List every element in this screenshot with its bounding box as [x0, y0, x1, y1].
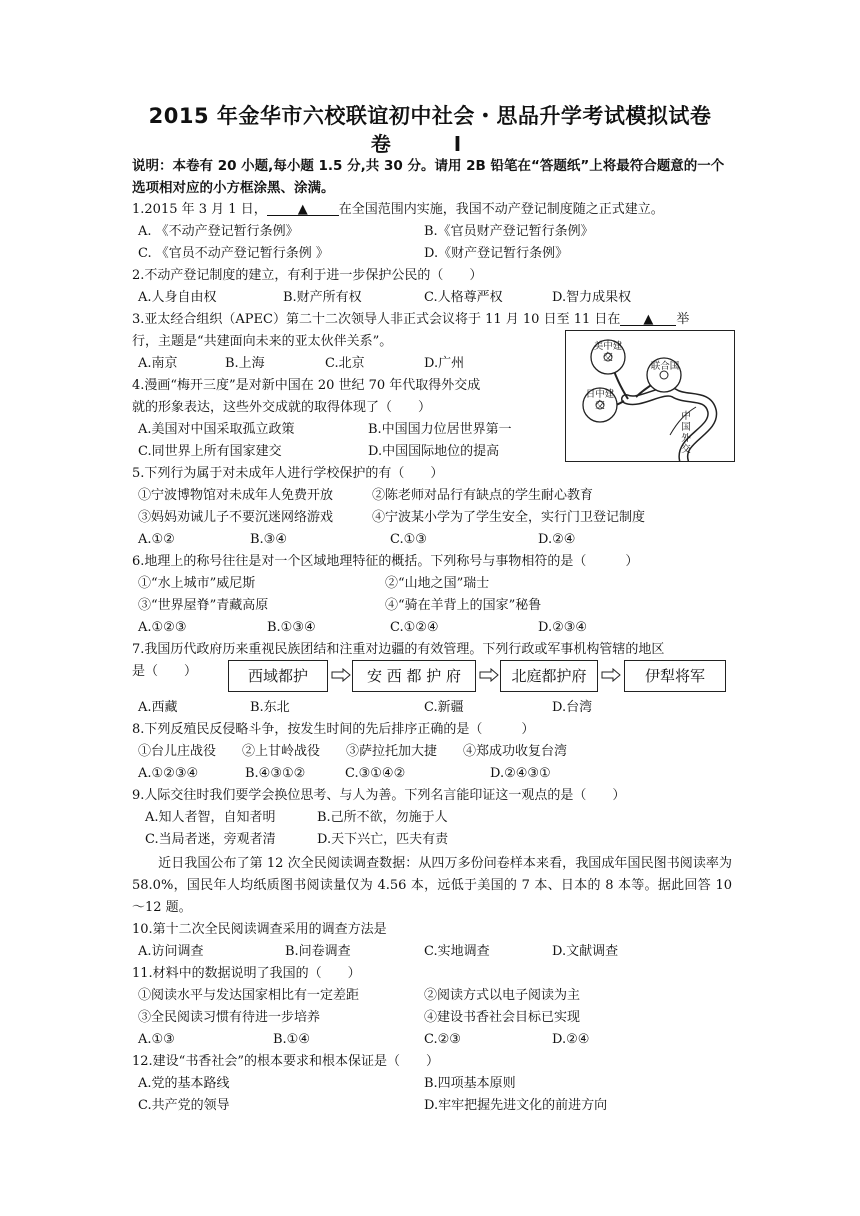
q11-option-b: B.①④	[273, 1032, 310, 1047]
q12-option-d: D.牢牢把握先进文化的前进方向	[424, 1098, 608, 1113]
q11-option-c: C.②③	[424, 1032, 461, 1047]
q6-option-b: B.①③④	[267, 620, 316, 635]
reading-material: 近日我国公布了第 12 次全民阅读调查数据：从四万多份问卷样本来看，我国成年国民图书阅读率为 58.0%，国民年人均纸质图书阅读量仅为 4.56 本，远低于美国的 7 本、日本的 8 本等。据此回答 10～12 题。	[132, 856, 732, 915]
q7-option-a: A.西藏	[138, 700, 178, 715]
q1-stem-post: 在全国范围内实施，我国不动产登记制度随之正式建立。	[338, 202, 664, 217]
q5-item-3: ③妈妈劝诫儿子不要沉迷网络游戏	[138, 510, 334, 525]
q6-item-4: ④“骑在羊背上的国家”秘鲁	[385, 598, 542, 613]
q3-stem-pre: 3.亚太经合组织（APEC）第二十二次领导人非正式会议将于 11 月 10 日至 11 日在	[132, 312, 621, 327]
q7-option-c: C.新疆	[424, 700, 464, 715]
q8-option-a: A.①②③④	[138, 766, 199, 781]
q2-option-d: D.智力成果权	[552, 290, 632, 305]
question-9: 9.人际交往时我们要学会换位思考、与人为善。下列名言能印证这一观点的是（ ）	[132, 788, 626, 803]
q12-option-a: A.党的基本路线	[138, 1076, 230, 1091]
q10-option-d: D.文献调查	[552, 944, 619, 959]
q6-item-1: ①“水上城市”威尼斯	[138, 576, 256, 591]
q7-stem-line2: 是（ ）	[132, 664, 198, 679]
q11-option-a: A.①③	[138, 1032, 175, 1047]
q6-item-3: ③“世界屋脊”青藏高原	[138, 598, 269, 613]
question-3	[132, 309, 752, 331]
question-8: 8.下列反殖民反侵略斗争，按发生时间的先后排序正确的是（ ）	[132, 722, 535, 737]
q9-option-c: C.当局者迷，旁观者清	[145, 832, 276, 847]
q3-stem-post: 举	[676, 312, 690, 327]
q6-option-c: C.①②④	[390, 620, 439, 635]
q9-option-a: A.知人者智，自知者明	[145, 810, 276, 825]
q3-option-a: A.南京	[138, 356, 178, 371]
q7-option-b: B.东北	[250, 700, 290, 715]
q4-option-c: C.同世界上所有国家建交	[138, 444, 282, 459]
q4-option-b: B.中国国力位居世界第一	[368, 422, 512, 437]
q6-item-2: ②“山地之国”瑞士	[385, 576, 490, 591]
q7-option-d: D.台湾	[552, 700, 593, 715]
q12-option-c: C.共产党的领导	[138, 1098, 230, 1113]
question-7: 7.我国历代政府历来重视民族团结和注重对边疆的有效管理。下列行政或军事机构管辖的地区	[132, 642, 665, 657]
q10-option-b: B.问卷调查	[285, 944, 351, 959]
q9-option-d: D.天下兴亡，匹夫有责	[317, 832, 449, 847]
question-11: 11.材料中的数据说明了我国的（ ）	[132, 966, 361, 981]
q11-item-1: ①阅读水平与发达国家相比有一定差距	[138, 988, 360, 1003]
q2-option-a: A.人身自由权	[138, 290, 217, 305]
section-title	[0, 128, 860, 157]
q1-option-c: C. 《官员不动产登记暂行条例 》	[138, 246, 329, 261]
page-title: 2015 年金华市六校联谊初中社会・思品升学考试模拟试卷	[148, 104, 712, 128]
q4-option-a: A.美国对中国采取孤立政策	[138, 422, 295, 437]
q12-option-b: B.四项基本原则	[424, 1076, 516, 1091]
q8-option-b: B.④③①②	[245, 766, 306, 781]
question-5: 5.下列行为属于对未成年人进行学校保护的有（ ）	[132, 466, 444, 481]
q2-option-c: C.人格尊严权	[424, 290, 503, 305]
section-title-text: 卷 Ⅰ	[370, 132, 490, 156]
q3-option-d: D.广州	[424, 356, 465, 371]
flow-box-4: 伊犁将军	[624, 660, 726, 692]
question-6: 6.地理上的称号往往是对一个区域地理特征的概括。下列称号与事物相符的是（ ）	[132, 554, 639, 569]
q6-option-a: A.①②③	[138, 620, 187, 635]
q11-item-4: ④建设书香社会目标已实现	[424, 1010, 581, 1025]
q3-option-c: C.北京	[325, 356, 365, 371]
question-1	[132, 199, 752, 221]
q2-option-b: B.财产所有权	[283, 290, 362, 305]
q5-option-a: A.①②	[138, 532, 175, 547]
q1-option-b: B.《官员财产登记暂行条例》	[424, 224, 594, 239]
flow-box-2: 安 西 都 护 府	[352, 660, 476, 692]
q3-stem-line2: 行，主题是“共建面向未来的亚太伙伴关系”。	[132, 334, 393, 349]
flow-arrow-icon	[601, 668, 621, 682]
q5-item-1: ①宁波博物馆对未成年人免费开放	[138, 488, 334, 503]
question-2: 2.不动产登记制度的建立，有利于进一步保护公民的（ ）	[132, 268, 483, 283]
q5-item-4: ④宁波某小学为了学生安全，实行门卫登记制度	[372, 510, 646, 525]
answer-blank: ▲	[267, 199, 339, 216]
q6-option-d: D.②③④	[538, 620, 588, 635]
q5-option-b: B.③④	[250, 532, 287, 547]
q4-option-d: D.中国国际地位的提高	[368, 444, 500, 459]
q10-option-c: C.实地调查	[424, 944, 490, 959]
q8-items: ①台儿庄战役 ②上甘岭战役 ③萨拉托加大捷 ④郑成功收复台湾	[138, 744, 568, 759]
instructions: 说明：本卷有 20 小题,每小题 1.5 分,共 30 分。请用 2B 铅笔在“答题纸”上将最符合题意的一个选项相对应的小方框涂黑、涂满。	[132, 158, 725, 196]
q3-option-b: B.上海	[225, 356, 265, 371]
flower-label-3: 日中建交	[585, 389, 615, 411]
q1-option-a: A. 《不动产登记暂行条例》	[138, 224, 299, 239]
flower-label-1: 美中建交	[593, 341, 623, 363]
q11-item-3: ③全民阅读习惯有待进一步培养	[138, 1010, 321, 1025]
q11-option-d: D.②④	[552, 1032, 590, 1047]
q5-option-c: C.①③	[390, 532, 427, 547]
q11-item-2: ②阅读方式以电子阅读为主	[424, 988, 581, 1003]
flow-box-1: 西域都护	[228, 660, 328, 692]
flow-arrow-icon	[331, 668, 351, 682]
flower-label-2: 联合国	[650, 361, 680, 372]
q1-option-d: D.《财产登记暂行条例》	[424, 246, 569, 261]
q4-stem-line2: 就的形象表达，这些外交成就的取得体现了（ ）	[132, 400, 432, 415]
q1-stem-pre: 1.2015 年 3 月 1 日，	[132, 202, 267, 217]
q9-option-b: B.己所不欲，勿施于人	[317, 810, 448, 825]
trunk-label: 中国外交	[681, 411, 691, 455]
flow-box-3: 北庭都护府	[500, 660, 598, 692]
flow-arrow-icon	[479, 668, 499, 682]
q5-option-d: D.②④	[538, 532, 576, 547]
answer-blank: ▲	[620, 309, 676, 326]
q10-option-a: A.访问调查	[138, 944, 204, 959]
question-12: 12.建设“书香社会”的根本要求和根本保证是（ ）	[132, 1054, 439, 1069]
question-4: 4.漫画“梅开三度”是对新中国在 20 世纪 70 年代取得外交成	[132, 378, 481, 393]
question-10: 10.第十二次全民阅读调查采用的调查方法是	[132, 922, 387, 937]
q5-item-2: ②陈老师对品行有缺点的学生耐心教育	[372, 488, 594, 503]
plum-blossom-cartoon	[565, 330, 735, 462]
q8-option-d: D.②④③①	[490, 766, 551, 781]
q8-option-c: C.③①④②	[345, 766, 406, 781]
